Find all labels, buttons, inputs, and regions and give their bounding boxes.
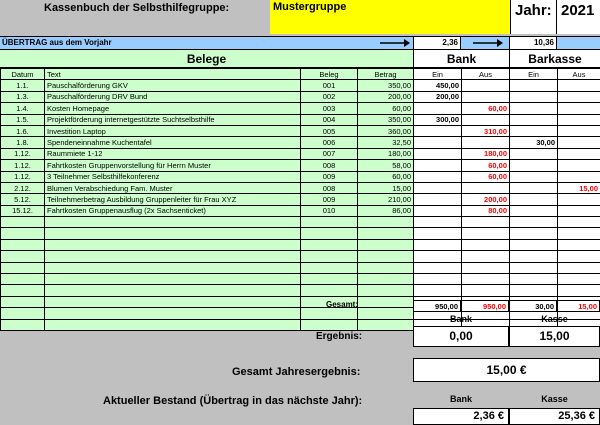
cell-cash-ein[interactable]: [510, 194, 558, 205]
cell-betrag[interactable]: 180,00: [358, 148, 414, 159]
cell-cash-ein[interactable]: [510, 228, 558, 239]
cell-betrag[interactable]: 200,00: [358, 91, 414, 102]
cell-datum[interactable]: 1.5.: [1, 114, 45, 125]
cell-text[interactable]: Fahrtkosten Gruppenvorstellung für Herrn Muster: [45, 160, 301, 171]
cell-text[interactable]: Kosten Homepage: [45, 103, 301, 114]
cell-bank-ein[interactable]: [414, 171, 462, 182]
balance-cash-label: Kasse: [541, 394, 568, 404]
cell-bank-aus[interactable]: 60,00: [462, 160, 510, 171]
col-text: Text: [45, 69, 301, 80]
carryover-tail: [557, 36, 600, 50]
cell-text[interactable]: [45, 296, 301, 307]
cell-bank-aus[interactable]: 80,00: [462, 205, 510, 216]
cell-bank-ein[interactable]: [414, 148, 462, 159]
table-row: [1, 91, 600, 102]
table-row: [1, 182, 600, 193]
cell-text[interactable]: 3 Teilnehmer Selbsthilfekonferenz: [45, 171, 301, 182]
cell-bank-aus[interactable]: [462, 91, 510, 102]
cell-text[interactable]: Pauschalförderung GKV: [45, 80, 301, 91]
cell-cash-ein[interactable]: [510, 91, 558, 102]
cell-beleg[interactable]: [301, 285, 358, 296]
cell-text[interactable]: Raummiete 1-12: [45, 148, 301, 159]
cell-bank-ein[interactable]: [414, 103, 462, 114]
totals-label: Gesamt:: [326, 300, 359, 309]
cell-bank-aus[interactable]: 180,00: [462, 148, 510, 159]
cell-cash-aus[interactable]: [558, 262, 600, 273]
cell-bank-aus[interactable]: [462, 182, 510, 193]
cell-bank-ein[interactable]: [414, 285, 462, 296]
cell-datum[interactable]: 1.3.: [1, 91, 45, 102]
cell-beleg[interactable]: 001: [301, 80, 358, 91]
cell-cash-aus[interactable]: [558, 80, 600, 91]
cell-betrag[interactable]: [358, 228, 414, 239]
carryover-bank-value[interactable]: 2,36: [413, 36, 461, 50]
cell-beleg[interactable]: 004: [301, 114, 358, 125]
cell-bank-aus[interactable]: [462, 251, 510, 262]
cell-beleg[interactable]: 010: [301, 205, 358, 216]
totals-cash-ein: 30,00: [509, 300, 557, 312]
cell-cash-ein[interactable]: 30,00: [510, 137, 558, 148]
cell-cash-ein[interactable]: [510, 103, 558, 114]
group-name-cell[interactable]: Mustergruppe: [270, 0, 510, 34]
balance-bank-value: 2,36 €: [413, 408, 509, 425]
carryover-arrow-area: [461, 36, 509, 50]
table-row: [1, 205, 600, 216]
cell-datum[interactable]: 2.12.: [1, 182, 45, 193]
cell-cash-aus[interactable]: [558, 148, 600, 159]
column-header-row: [1, 69, 600, 80]
cell-text[interactable]: Fahrtkosten Gruppenausflug (2x Sachsenticket): [45, 205, 301, 216]
cell-cash-ein[interactable]: [510, 148, 558, 159]
table-row: [1, 160, 600, 171]
cell-bank-ein[interactable]: [414, 205, 462, 216]
result-bank-value: 0,00: [413, 326, 509, 347]
table-row: [1, 274, 600, 285]
cell-cash-ein[interactable]: [510, 239, 558, 250]
cell-betrag[interactable]: 32,50: [358, 137, 414, 148]
cell-betrag[interactable]: 60,00: [358, 171, 414, 182]
table-row: [1, 80, 600, 91]
cell-text[interactable]: [45, 251, 301, 262]
cell-betrag[interactable]: 86,00: [358, 205, 414, 216]
cell-betrag[interactable]: 58,00: [358, 160, 414, 171]
cell-bank-aus[interactable]: 200,00: [462, 194, 510, 205]
cell-cash-aus[interactable]: [558, 194, 600, 205]
cell-cash-aus[interactable]: [558, 171, 600, 182]
carryover-label: ÜBERTRAG aus dem Vorjahr: [2, 38, 112, 47]
cell-beleg[interactable]: [301, 228, 358, 239]
cell-bank-aus[interactable]: [462, 217, 510, 228]
cell-cash-ein[interactable]: [510, 262, 558, 273]
totals-bank-ein: 950,00: [413, 300, 461, 312]
cell-text[interactable]: [45, 239, 301, 250]
cell-bank-aus[interactable]: 60,00: [462, 171, 510, 182]
table-row: [1, 262, 600, 273]
cell-betrag[interactable]: 360,00: [358, 125, 414, 136]
arrow-right-icon: [380, 38, 410, 48]
cell-bank-ein[interactable]: [414, 160, 462, 171]
cell-beleg[interactable]: 006: [301, 137, 358, 148]
cell-cash-aus[interactable]: [558, 125, 600, 136]
cell-cash-aus[interactable]: 15,00: [558, 182, 600, 193]
cell-cash-aus[interactable]: [558, 114, 600, 125]
cell-bank-ein[interactable]: 450,00: [414, 80, 462, 91]
cell-cash-aus[interactable]: [558, 103, 600, 114]
cell-cash-ein[interactable]: [510, 205, 558, 216]
year-value[interactable]: 2021: [556, 0, 600, 34]
cell-cash-ein[interactable]: [510, 182, 558, 193]
cell-bank-aus[interactable]: [462, 228, 510, 239]
table-row: [1, 137, 600, 148]
col-bank-ein: Ein: [414, 69, 462, 80]
cell-datum[interactable]: 1.8.: [1, 137, 45, 148]
cell-datum[interactable]: 1.6.: [1, 125, 45, 136]
col-cash-aus: Aus: [558, 69, 600, 80]
cell-bank-ein[interactable]: 300,00: [414, 114, 462, 125]
cell-bank-ein[interactable]: [414, 228, 462, 239]
cell-beleg[interactable]: [301, 308, 358, 319]
cell-bank-aus[interactable]: [462, 239, 510, 250]
cell-bank-ein[interactable]: [414, 251, 462, 262]
year-label: Jahr:: [510, 0, 556, 34]
cell-bank-aus[interactable]: [462, 274, 510, 285]
cell-betrag[interactable]: [358, 262, 414, 273]
cell-bank-aus[interactable]: [462, 80, 510, 91]
cell-datum[interactable]: [1, 217, 45, 228]
cell-bank-ein[interactable]: [414, 125, 462, 136]
cell-bank-ein[interactable]: 200,00: [414, 91, 462, 102]
cell-bank-aus[interactable]: [462, 137, 510, 148]
cell-text[interactable]: [45, 217, 301, 228]
cell-bank-ein[interactable]: [414, 217, 462, 228]
cell-datum[interactable]: 1.4.: [1, 103, 45, 114]
cell-betrag[interactable]: [358, 296, 414, 307]
cell-datum[interactable]: [1, 251, 45, 262]
table-row: [1, 171, 600, 182]
cell-cash-ein[interactable]: [510, 217, 558, 228]
col-betrag: Betrag: [358, 69, 414, 80]
table-row: [1, 228, 600, 239]
cell-cash-aus[interactable]: [558, 160, 600, 171]
table-row: [1, 251, 600, 262]
section-barkasse: Barkasse: [509, 50, 600, 68]
col-bank-aus: Aus: [462, 69, 510, 80]
cell-beleg[interactable]: 008: [301, 160, 358, 171]
table-row: [1, 217, 600, 228]
totals-bank-aus: 950,00: [461, 300, 509, 312]
cell-datum[interactable]: 5.12.: [1, 194, 45, 205]
table-row: [1, 148, 600, 159]
cell-text[interactable]: Pauschalförderung DRV Bund: [45, 91, 301, 102]
cell-text[interactable]: Blumen Verabschiedung Fam. Muster: [45, 182, 301, 193]
table-row: [1, 239, 600, 250]
cell-bank-aus[interactable]: [462, 262, 510, 273]
cell-text[interactable]: [45, 319, 301, 330]
table-row: [1, 194, 600, 205]
cell-bank-ein[interactable]: [414, 262, 462, 273]
cell-text[interactable]: [45, 285, 301, 296]
cell-datum[interactable]: 1.12.: [1, 171, 45, 182]
table-row: [1, 114, 600, 125]
cell-cash-aus[interactable]: [558, 228, 600, 239]
cell-datum[interactable]: [1, 262, 45, 273]
carryover-row: [0, 36, 413, 50]
cell-beleg[interactable]: 009: [301, 171, 358, 182]
cell-bank-ein[interactable]: [414, 274, 462, 285]
cell-text[interactable]: [45, 228, 301, 239]
cell-datum[interactable]: [1, 274, 45, 285]
cell-cash-ein[interactable]: [510, 251, 558, 262]
result-cash-label: Kasse: [541, 314, 568, 324]
cell-datum[interactable]: 15.12.: [1, 205, 45, 216]
cell-beleg[interactable]: 003: [301, 103, 358, 114]
cell-bank-aus[interactable]: [462, 114, 510, 125]
ledger-table: [0, 68, 600, 331]
cell-betrag[interactable]: [358, 319, 414, 330]
cell-betrag[interactable]: [358, 239, 414, 250]
cell-datum[interactable]: 1.1.: [1, 80, 45, 91]
cell-beleg[interactable]: [301, 262, 358, 273]
cell-bank-ein[interactable]: [414, 182, 462, 193]
result-cash-value: 15,00: [509, 326, 600, 347]
cell-bank-ein[interactable]: [414, 239, 462, 250]
cell-cash-aus[interactable]: [558, 285, 600, 296]
cell-betrag[interactable]: 350,00: [358, 114, 414, 125]
cell-betrag[interactable]: [358, 251, 414, 262]
totals-cash-aus: 15,00: [557, 300, 600, 312]
carryover-cash-value[interactable]: 10,36: [509, 36, 557, 50]
cell-betrag[interactable]: [358, 274, 414, 285]
cell-cash-aus[interactable]: [558, 137, 600, 148]
cell-beleg[interactable]: [301, 217, 358, 228]
cell-datum[interactable]: 1.12.: [1, 160, 45, 171]
cell-beleg[interactable]: [301, 274, 358, 285]
cell-betrag[interactable]: 350,00: [358, 80, 414, 91]
cell-datum[interactable]: [1, 285, 45, 296]
balance-cash-value: 25,36 €: [509, 408, 600, 425]
cell-cash-ein[interactable]: [510, 114, 558, 125]
cell-cash-ein[interactable]: [510, 125, 558, 136]
title-label: Kassenbuch der Selbsthilfegruppe:: [44, 2, 230, 14]
cell-betrag[interactable]: [358, 285, 414, 296]
cell-beleg[interactable]: 005: [301, 125, 358, 136]
arrow-right-icon: [473, 38, 503, 48]
table-row: [1, 125, 600, 136]
cell-bank-aus[interactable]: [462, 285, 510, 296]
annual-value: 15,00 €: [413, 358, 600, 382]
cell-betrag[interactable]: [358, 308, 414, 319]
cell-text[interactable]: [45, 308, 301, 319]
cell-datum[interactable]: [1, 228, 45, 239]
cell-cash-ein[interactable]: [510, 80, 558, 91]
cell-betrag[interactable]: 60,00: [358, 103, 414, 114]
cell-text[interactable]: [45, 274, 301, 285]
table-row: [1, 285, 600, 296]
cell-cash-aus[interactable]: [558, 274, 600, 285]
cell-beleg[interactable]: [301, 251, 358, 262]
cell-datum[interactable]: [1, 319, 45, 330]
cell-cash-aus[interactable]: [558, 251, 600, 262]
cell-beleg[interactable]: 008: [301, 182, 358, 193]
balance-bank-label: Bank: [449, 394, 472, 404]
cell-datum[interactable]: 1.12.: [1, 148, 45, 159]
col-cash-ein: Ein: [510, 69, 558, 80]
result-label: Ergebnis:: [316, 331, 363, 342]
cell-cash-ein[interactable]: [510, 285, 558, 296]
cell-datum[interactable]: [1, 308, 45, 319]
cell-cash-ein[interactable]: [510, 274, 558, 285]
section-belege: Belege: [0, 50, 413, 68]
col-beleg: Beleg: [301, 69, 358, 80]
cell-bank-ein[interactable]: [414, 137, 462, 148]
cell-text[interactable]: Investition Laptop: [45, 125, 301, 136]
cell-betrag[interactable]: 210,00: [358, 194, 414, 205]
cell-beleg[interactable]: 009: [301, 194, 358, 205]
cell-text[interactable]: Spendeneinnahme Kuchentafel: [45, 137, 301, 148]
cell-bank-aus[interactable]: 60,00: [462, 103, 510, 114]
cell-bank-ein[interactable]: [414, 194, 462, 205]
cell-datum[interactable]: [1, 296, 45, 307]
annual-label: Gesamt Jahresergebnis:: [232, 366, 361, 378]
cell-cash-aus[interactable]: [558, 217, 600, 228]
cell-beleg[interactable]: [301, 319, 358, 330]
cell-betrag[interactable]: 15,00: [358, 182, 414, 193]
cell-beleg[interactable]: 007: [301, 148, 358, 159]
cell-datum[interactable]: [1, 239, 45, 250]
col-datum: Datum: [1, 69, 45, 80]
result-bank-label: Bank: [449, 314, 472, 324]
cell-text[interactable]: Projektförderung internetgestützte Suchtselbsthilfe: [45, 114, 301, 125]
cell-cash-ein[interactable]: [510, 171, 558, 182]
cell-cash-aus[interactable]: [558, 91, 600, 102]
cell-bank-aus[interactable]: 310,00: [462, 125, 510, 136]
cell-text[interactable]: [45, 262, 301, 273]
balance-label: Aktueller Bestand (Übertrag in das nächste Jahr):: [103, 395, 363, 407]
cell-cash-ein[interactable]: [510, 160, 558, 171]
cell-cash-aus[interactable]: [558, 239, 600, 250]
section-bank: Bank: [413, 50, 509, 68]
cell-beleg[interactable]: 002: [301, 91, 358, 102]
cell-betrag[interactable]: [358, 217, 414, 228]
cell-cash-aus[interactable]: [558, 205, 600, 216]
table-row: [1, 103, 600, 114]
cell-beleg[interactable]: [301, 239, 358, 250]
cell-text[interactable]: Teilnehmerbetrag Ausbildung Gruppenleiter für Frau XYZ: [45, 194, 301, 205]
